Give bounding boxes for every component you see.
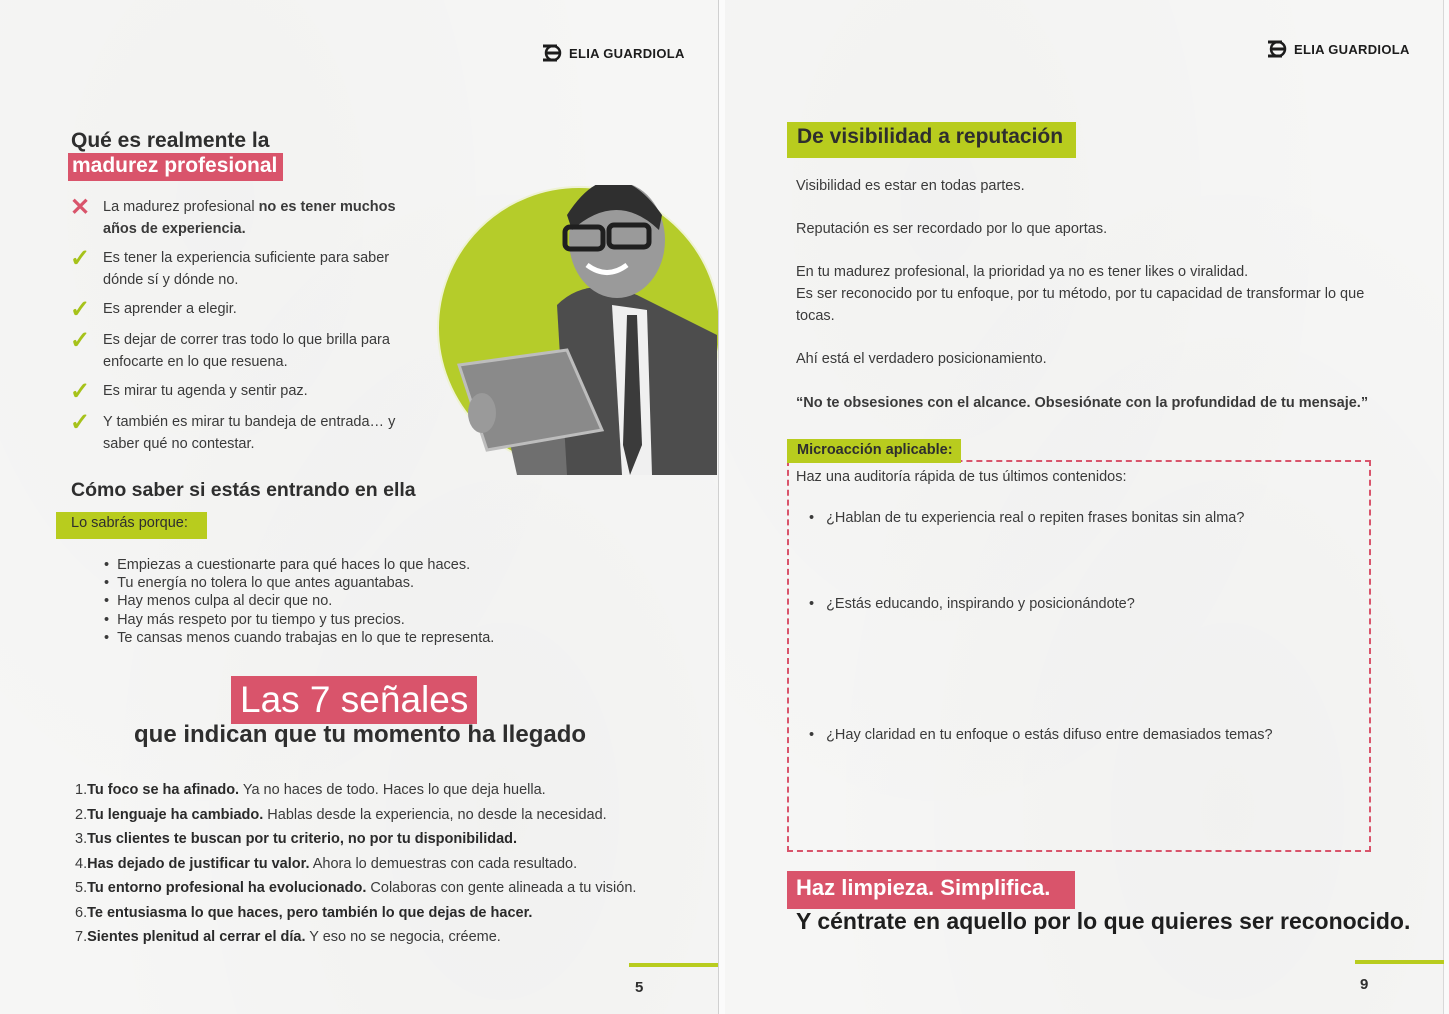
check-icon: ✓	[70, 378, 91, 405]
list-item: • Hay menos culpa al decir que no.	[104, 592, 494, 610]
audit-question: • ¿Hablan de tu experiencia real o repiten frases bonitas sin alma?	[809, 510, 1244, 526]
section-label: Lo sabrás porque:	[56, 512, 207, 539]
signal-item: 5.Tu entorno profesional ha evolucionado. Colaboras con gente alineada a tu visión.	[75, 880, 637, 896]
eg-monogram-icon	[1266, 40, 1290, 58]
audit-question: • ¿Hay claridad en tu enfoque o estás difuso entre demasiados temas?	[809, 727, 1273, 743]
signal-item: 4.Has dejado de justificar tu valor. Ahora lo demuestras con cada resultado.	[75, 855, 578, 872]
page-title: De visibilidad a reputación	[787, 122, 1076, 158]
paragraph: Visibilidad es estar en todas partes.	[796, 178, 1025, 194]
check-icon: ✓	[70, 245, 91, 272]
businessman-photo	[437, 185, 727, 475]
check-icon: ✓	[70, 327, 91, 354]
microaction-intro: Haz una auditoría rápida de tus últimos contenidos:	[796, 469, 1127, 485]
cross-icon: ✕	[70, 194, 91, 221]
brand-logo	[541, 44, 685, 62]
signal-item: 2.Tu lenguaje ha cambiado. Hablas desde la experiencia, no desde la necesidad.	[75, 806, 607, 823]
signal-item: 1.Tu foco se ha afinado. Ya no haces de todo. Haces lo que deja huella.	[75, 782, 546, 798]
section-heading-highlight: madurez profesional	[68, 153, 283, 181]
maturity-checklist	[70, 196, 430, 462]
closing-highlight: Haz limpieza. Simplifica.	[787, 871, 1075, 909]
footer-accent-bar	[629, 963, 718, 967]
signals-list	[75, 778, 675, 950]
brand-name: ELIA GUARDIOLA	[1294, 41, 1410, 57]
paragraph: Reputación es ser recordado por lo que aportas.	[796, 221, 1108, 237]
signals-title: Las 7 señales	[231, 676, 477, 724]
paragraph: Es ser reconocido por tu enfoque, por tu método, por tu capacidad de transformar lo que tocas.	[796, 286, 1365, 324]
checklist-item: ✓ Es aprender a elegir.	[70, 296, 237, 323]
audit-question: • ¿Estás educando, inspirando y posicionándote?	[809, 596, 1135, 612]
list-item: • Tu energía no tolera lo que antes aguantabas.	[104, 574, 494, 592]
signal-item: 7.Sientes plenitud al cerrar el día. Y eso no se negocia, créeme.	[75, 929, 501, 945]
page-gutter	[718, 0, 725, 1014]
paragraph: En tu madurez profesional, la prioridad ya no es tener likes o viralidad.	[796, 264, 1249, 280]
brand-logo	[1266, 40, 1410, 58]
check-icon: ✓	[70, 296, 91, 323]
signal-item: 6.Te entusiasma lo que haces, pero también lo que dejas de hacer.	[75, 904, 533, 921]
list-item: • Empiezas a cuestionarte para qué haces lo que haces.	[104, 556, 494, 574]
list-item: • Te cansas menos cuando trabajas en lo que te representa.	[104, 629, 494, 647]
checklist-item: ✓ Es tener la experiencia suficiente para saber dónde sí y dónde no.	[70, 245, 390, 288]
checklist-item: ✕ La madurez profesional no es tener muchos años de experiencia.	[70, 194, 396, 237]
brand-name: ELIA GUARDIOLA	[569, 45, 685, 61]
signs-bullet-list	[104, 556, 494, 647]
footer-accent-bar	[1355, 960, 1444, 964]
section-heading: Qué es realmente la	[71, 129, 270, 152]
signal-item: 3.Tus clientes te buscan por tu criterio, no por tu disponibilidad.	[75, 831, 518, 847]
check-icon: ✓	[70, 409, 91, 436]
page-number: 5	[635, 979, 644, 996]
eg-monogram-icon	[541, 44, 565, 62]
microaction-label: Microacción aplicable:	[787, 439, 961, 463]
page-number: 9	[1360, 976, 1369, 993]
signals-subtitle: que indican que tu momento ha llegado	[134, 721, 587, 748]
list-item: • Hay más respeto por tu tiempo y tus precios.	[104, 611, 494, 629]
closing-line: Y céntrate en aquello por lo que quieres ser reconocido.	[796, 908, 1411, 934]
checklist-item: ✓ Es mirar tu agenda y sentir paz.	[70, 378, 308, 405]
checklist-item: ✓ Es dejar de correr tras todo lo que brilla para enfocarte en lo que resuena.	[70, 327, 390, 370]
section-title: Cómo saber si estás entrando en ella	[71, 479, 416, 501]
page-5	[0, 0, 718, 1014]
checklist-item: ✓ Y también es mirar tu bandeja de entrada… y saber qué no contestar.	[70, 409, 396, 452]
paragraph: Ahí está el verdadero posicionamiento.	[796, 351, 1047, 367]
highlight-quote: “No te obsesiones con el alcance. Obsesiónate con la profundidad de tu mensaje.”	[796, 395, 1369, 411]
